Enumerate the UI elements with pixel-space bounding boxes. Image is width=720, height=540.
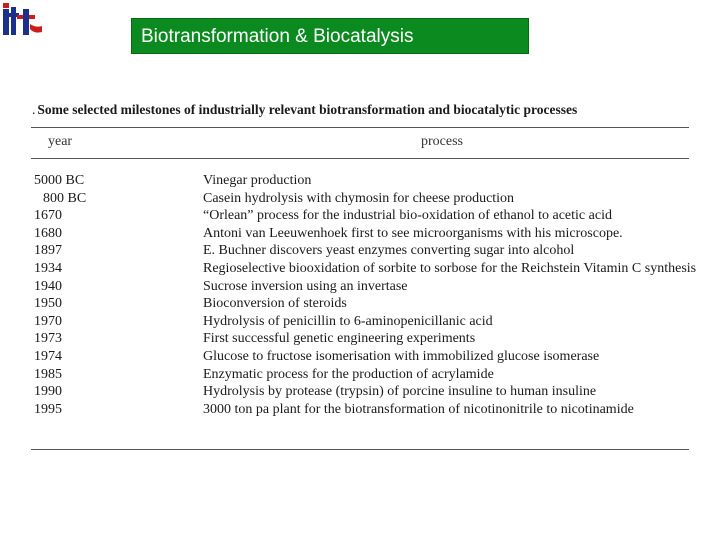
year-cell: 1670	[34, 208, 62, 224]
page-title: Biotransformation & Biocatalysis	[141, 26, 414, 47]
process-cell: Vinegar production	[203, 173, 312, 188]
table-top-rule	[31, 127, 689, 128]
table-row	[34, 295, 694, 313]
table-header-rule	[31, 158, 689, 159]
process-cell: Glucose to fructose isomerisation with immobilized glucose isomerase	[203, 348, 600, 364]
process-cell: Casein hydrolysis with chymosin for cheese production	[203, 190, 515, 206]
year-cell: 1990	[34, 384, 62, 400]
year-cell: 1950	[34, 296, 62, 312]
process-cell: Hydrolysis of penicillin to 6-aminopenicillanic acid	[203, 313, 493, 329]
column-header-process: process	[421, 134, 463, 149]
year-cell: 1995	[34, 401, 62, 417]
table-row	[34, 207, 694, 225]
year-cell: 1934	[34, 260, 62, 276]
caption-bullet: .	[32, 102, 36, 117]
table-bottom-rule	[31, 449, 689, 450]
table-row	[34, 313, 694, 331]
table-row	[34, 348, 694, 366]
year-cell: 1985	[34, 366, 62, 382]
table-row	[34, 330, 694, 348]
table-row	[34, 225, 694, 243]
year-cell: 1970	[34, 313, 62, 329]
table-row	[34, 383, 694, 401]
column-header-year: year	[48, 134, 73, 149]
year-cell: 1940	[34, 278, 62, 294]
year-cell: 1680	[34, 225, 62, 241]
table-row	[34, 242, 694, 260]
table-row	[34, 366, 694, 384]
process-cell: Bioconversion of steroids	[203, 296, 347, 312]
table-row	[34, 278, 694, 296]
process-cell: First successful genetic engineering experiments	[203, 331, 476, 347]
process-cell: “Orlean” process for the industrial bio-oxidation of ethanol to acetic acid	[203, 208, 612, 224]
table-row	[34, 190, 694, 208]
process-cell: E. Buchner discovers yeast enzymes converting sugar into alcohol	[203, 243, 575, 259]
process-cell: Enzymatic process for the production of acrylamide	[203, 366, 494, 382]
table-row	[34, 401, 694, 419]
table-caption	[32, 102, 577, 118]
table-row	[34, 172, 694, 190]
itt-logo-icon	[2, 2, 44, 38]
table-row	[34, 260, 697, 278]
year-cell: 1973	[34, 331, 62, 347]
process-cell: 3000 ton pa plant for the biotransformation of nicotinonitrile to nicotinamide	[203, 401, 634, 417]
process-cell: Regioselective biooxidation of sorbite to sorbose for the Reichstein Vitamin C synthesis	[203, 260, 697, 276]
title-bar	[131, 18, 529, 54]
table-body	[34, 172, 697, 418]
process-cell: Sucrose inversion using an invertase	[203, 278, 408, 294]
table-caption-text: Some selected milestones of industrially relevant biotransformation and biocatalytic processes	[37, 102, 578, 117]
process-cell: Antoni van Leeuwenhoek first to see microorganisms with his microscope.	[203, 225, 623, 241]
year-cell: 1897	[34, 243, 62, 259]
year-cell: 800 BC	[43, 190, 87, 206]
process-cell: Hydrolysis by protease (trypsin) of porcine insuline to human insuline	[203, 384, 597, 400]
year-cell: 1974	[34, 348, 62, 364]
year-cell: 5000 BC	[34, 173, 85, 188]
